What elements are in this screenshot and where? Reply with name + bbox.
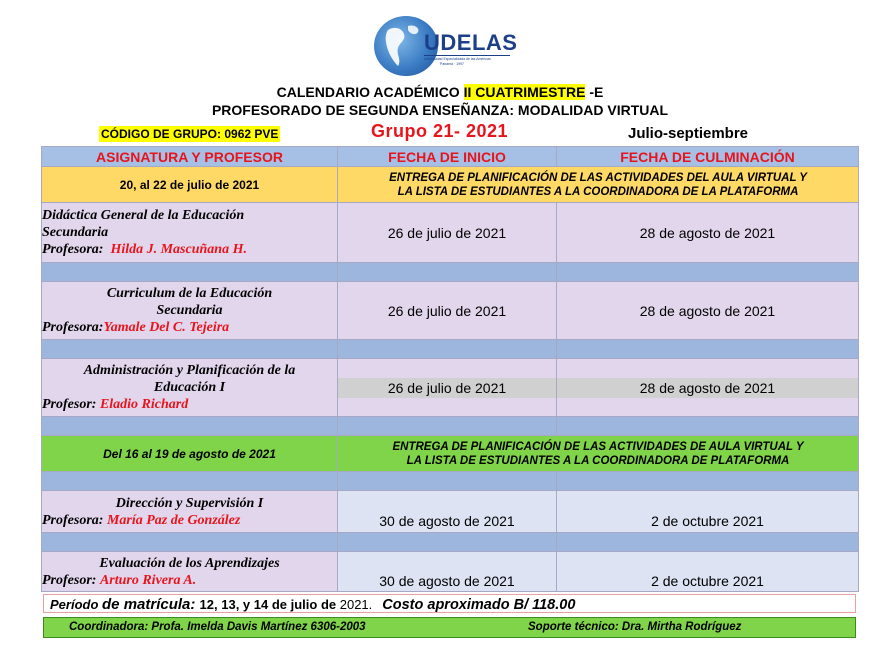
title-prefix: CALENDARIO ACADÉMICO xyxy=(276,84,464,100)
separator-row xyxy=(42,472,859,491)
course-cell xyxy=(42,282,338,340)
group-period: Julio-septiembre xyxy=(628,125,749,142)
header-end: FECHA DE CULMINACIÓN xyxy=(557,147,859,167)
professor-name: Hilda J. Mascuñana H. xyxy=(110,242,247,257)
enrollment-days: 12, 13, y 14 de julio de xyxy=(199,597,340,612)
professor-label: Profesora: xyxy=(42,512,104,528)
professor-name: María Paz de González xyxy=(106,512,241,528)
notice-2-line2: LA LISTA DE ESTUDIANTES A LA COORDINADORA DE PLATAFORMA xyxy=(406,454,790,467)
course-professor xyxy=(42,572,337,589)
calendar-table xyxy=(41,146,859,592)
course-name-2: Secundaria xyxy=(156,303,223,318)
table-row xyxy=(42,552,859,592)
professor-label: Profesora: xyxy=(42,320,104,335)
professor-label: Profesor: xyxy=(42,572,97,588)
end-date: 2 de octubre 2021 xyxy=(557,552,859,592)
notice-1-line2: LA LISTA DE ESTUDIANTES A LA COORDINADORA DE LA PLATAFORMA xyxy=(397,185,799,198)
support-info: Soporte técnico: Dra. Mirtha Rodríguez xyxy=(528,621,742,633)
course-name: Administración y Planificación de la xyxy=(83,363,296,378)
course-cell xyxy=(42,491,338,533)
end-date: 28 de agosto de 2021 xyxy=(557,282,859,340)
course-professor xyxy=(42,241,337,258)
enrollment-year: 2021. xyxy=(339,597,373,612)
separator-row xyxy=(42,417,859,436)
course-cell xyxy=(42,552,338,592)
logo-subtitle: Universidad Especializada de las Américas xyxy=(424,57,491,61)
separator-row xyxy=(42,340,859,359)
professor-label: Profesora: xyxy=(42,242,104,257)
coordinator-info: Coordinadora: Profa. Imelda Davis Martínez 6306-2003 xyxy=(69,621,366,633)
enrollment-period xyxy=(43,594,856,613)
notice-2-text xyxy=(338,436,859,472)
course-name: Dirección y Supervisión I xyxy=(115,495,264,511)
table-header-row xyxy=(42,147,859,167)
start-date: 26 de julio de 2021 xyxy=(338,378,556,398)
professor-label: Profesor: xyxy=(42,397,97,412)
title-highlight: II CUATRIMESTRE xyxy=(463,84,586,100)
enrollment-cost: Costo aproximado B/ 118.00 xyxy=(382,597,576,613)
professor-name: Yamale Del C. Tejeira xyxy=(103,320,230,335)
end-date: 2 de octubre 2021 xyxy=(557,491,859,533)
start-date: 30 de agosto de 2021 xyxy=(338,552,557,592)
notice-2-line1: ENTREGA DE PLANIFICACIÓN DE LAS ACTIVIDADES DE AULA VIRTUAL Y xyxy=(392,440,804,453)
course-name: Didáctica General de la Educación xyxy=(42,208,245,223)
course-name-2: Secundaria xyxy=(42,225,109,240)
separator-row xyxy=(42,263,859,282)
logo-text: UDELAS xyxy=(424,30,518,55)
start-date: 30 de agosto de 2021 xyxy=(338,491,557,533)
table-row xyxy=(42,491,859,533)
start-date: 26 de julio de 2021 xyxy=(338,282,557,340)
footer-bar xyxy=(43,617,856,638)
logo-subtitle-2: Panamá · 1997 xyxy=(440,62,464,66)
course-professor xyxy=(42,512,337,529)
header-subject: ASIGNATURA Y PROFESOR xyxy=(42,147,338,167)
professor-name: Eladio Richard xyxy=(99,397,189,412)
enrollment-label: Período xyxy=(50,597,103,612)
enrollment-heading: de matrícula: xyxy=(102,596,200,613)
course-name-2: Educación I xyxy=(153,380,226,395)
table-row xyxy=(42,203,859,263)
group-code: CÓDIGO DE GRUPO: 0962 PVE xyxy=(101,127,279,141)
header-start: FECHA DE INICIO xyxy=(338,147,557,167)
document-subtitle: PROFESORADO DE SEGUNDA ENSEÑANZA: MODALIDAD VIRTUAL xyxy=(211,102,669,118)
table-row xyxy=(42,359,859,417)
end-date: 28 de agosto de 2021 xyxy=(557,203,859,263)
logo-rule xyxy=(424,55,510,56)
course-name: Evaluación de los Aprendizajes xyxy=(99,555,280,571)
course-cell xyxy=(42,359,338,417)
course-name: Curriculum de la Educación xyxy=(106,286,273,301)
notice-1-dates: 20, al 22 de julio de 2021 xyxy=(42,167,338,203)
table-row xyxy=(42,282,859,340)
start-date-cell xyxy=(338,359,557,417)
udelas-logo xyxy=(372,10,522,78)
notice-2-dates: Del 16 al 19 de agosto de 2021 xyxy=(42,436,338,472)
group-name: Grupo 21- 2021 xyxy=(371,121,509,141)
end-date: 28 de agosto de 2021 xyxy=(557,378,858,398)
start-date: 26 de julio de 2021 xyxy=(338,203,557,263)
notice-1-text xyxy=(338,167,859,203)
notice-1-line1: ENTREGA DE PLANIFICACIÓN DE LAS ACTIVIDADES DEL AULA VIRTUAL Y xyxy=(389,171,807,184)
end-date-cell xyxy=(557,359,859,417)
course-cell xyxy=(42,203,338,263)
professor-name: Arturo Rivera A. xyxy=(99,572,197,588)
notice-row-1 xyxy=(42,167,859,203)
course-professor xyxy=(42,319,337,336)
title-suffix: -E xyxy=(585,84,604,100)
separator-row xyxy=(42,533,859,552)
course-professor xyxy=(42,396,337,413)
notice-row-2 xyxy=(42,436,859,472)
document-title xyxy=(0,84,880,100)
